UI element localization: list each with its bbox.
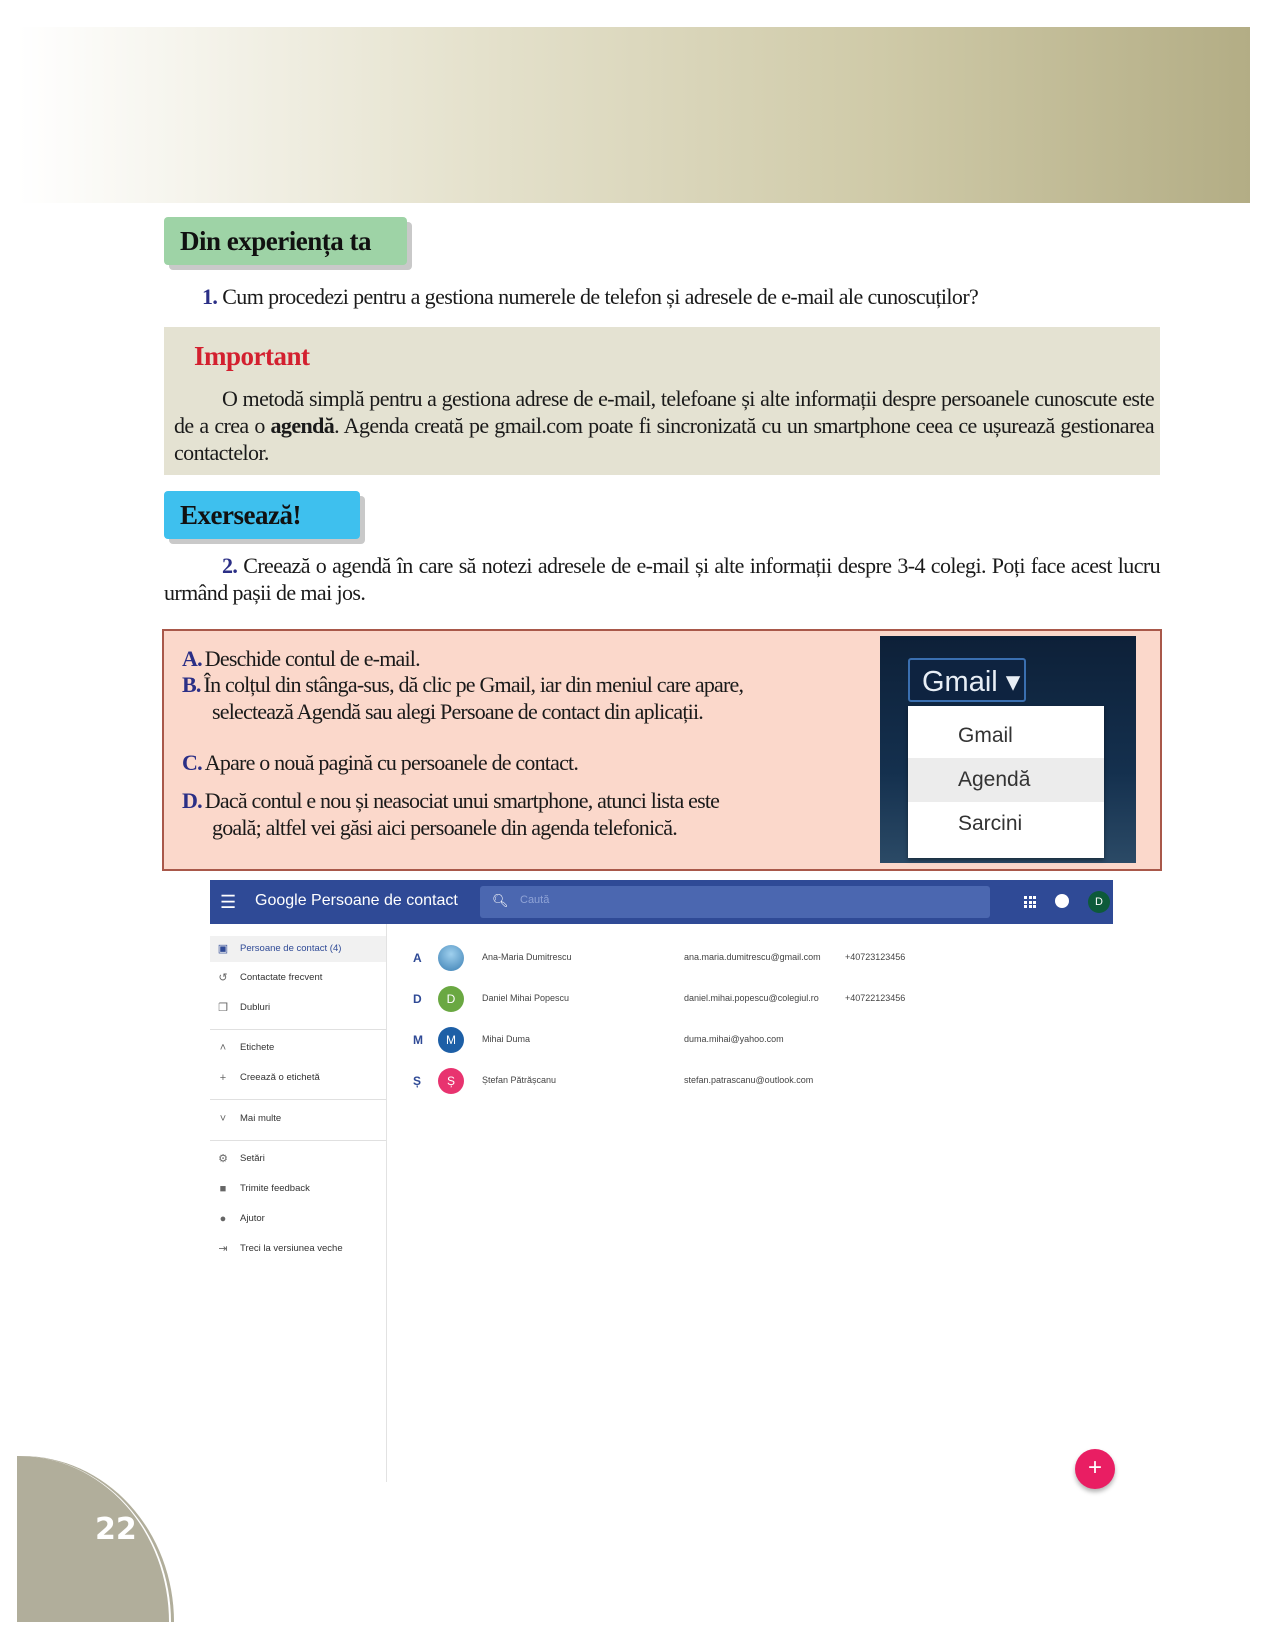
bold-term: agendă [270,413,335,438]
contact-name: Daniel Mihai Popescu [482,993,570,1003]
sidebar-item-etichete[interactable] [210,1035,386,1061]
sidebar-divider [386,924,387,1482]
step-letter: A. [182,646,202,671]
contact-row[interactable] [410,943,1110,973]
menu-item-agenda[interactable]: Agendă [908,758,1104,802]
user-avatar[interactable]: D [1088,891,1110,913]
text: O metodă simplă pentru a gestiona adrese de e-mail, telefoane și alte informații despre persoanele cunoscute este de a crea o [174,386,1154,438]
contact-photo-avatar [438,945,464,971]
steps-box [162,629,1162,871]
help-icon: ● [219,1213,227,1225]
label: Treci la versiunea veche [240,1243,343,1254]
label: Ajutor [240,1213,265,1224]
exit-icon: ⇥ [218,1243,228,1255]
question-text: Cum procedezi pentru a gestiona numerele de telefon și adresele de e-mail ale cunoscuților? [222,284,979,309]
step-text: Apare o nouă pagină cu persoanele de contact. [204,750,579,775]
plus-icon: + [219,1072,227,1084]
section-tab-exerseaza: Exersează! [164,491,360,539]
step-text: Dacă contul e nou și neasociat unui smartphone, atunci lista este [204,788,720,813]
divider [210,1099,386,1100]
contact-name: Ștefan Pătrășcanu [482,1075,557,1085]
index-letter: A [413,951,422,965]
contact-phone: +40722123456 [845,993,906,1003]
sidebar-item-contactate-frecvent[interactable] [210,965,386,991]
step-letter: D. [182,788,202,813]
step-letter: B. [182,672,201,697]
search-bar[interactable] [480,886,990,918]
step-letter: C. [182,750,202,775]
index-letter: D [413,992,422,1006]
search-input[interactable]: Caută [520,894,550,906]
label: Trimite feedback [240,1183,310,1194]
index-letter: M [413,1033,423,1047]
hamburger-menu-icon[interactable]: ☰ [220,892,237,912]
step-text: În colțul din stânga-sus, dă clic pe Gmail, iar din meniul care apare, [203,672,744,697]
question-text: Creează o agendă în care să notezi adresele de e-mail și alte informații despre 3-4 colegi. Poți face acest lucru urmând pașii de mai jos. [164,553,1160,605]
sidebar-item-ajutor[interactable] [210,1206,386,1232]
app-title: Google Persoane de contact [255,892,458,909]
menu-item-sarcini[interactable]: Sarcini [958,812,1023,835]
label: Setări [240,1153,265,1164]
contact-row[interactable] [410,1025,1110,1055]
add-contact-button[interactable]: + [1075,1449,1115,1489]
step-text: Deschide contul de e-mail. [204,646,420,671]
important-box [164,327,1160,475]
page-number: 22 [95,1512,137,1547]
header-band [17,27,1250,203]
label: Dubluri [240,1002,271,1013]
gear-icon: ⚙ [218,1153,228,1165]
question-number: 2. [222,553,238,578]
gmail-app-menu [908,706,1104,858]
index-letter: Ș [413,1074,422,1088]
contact-email: daniel.mihai.popescu@colegiul.ro [684,993,819,1003]
contact-row[interactable] [410,984,1110,1014]
divider [210,1140,386,1141]
label: Mai multe [240,1113,282,1124]
apps-grid-icon[interactable] [1024,896,1036,908]
notifications-icon[interactable] [1055,894,1069,908]
sidebar-item-persoane-de-contact[interactable] [210,936,386,962]
step-text: goală; altfel vei găsi aici persoanele din agenda telefonică. [212,815,677,840]
label: Persoane de contact (4) [240,943,342,954]
sidebar-item-creeaza-eticheta[interactable] [210,1065,386,1091]
page-corner-decoration [17,1456,171,1622]
sidebar-item-dubluri[interactable] [210,995,386,1021]
gmail-dropdown-button[interactable]: Gmail ▾ [908,658,1026,702]
label: Contactate frecvent [240,972,323,983]
copy-icon: ❐ [218,1002,228,1014]
question-2 [164,552,1160,606]
sidebar-item-trimite-feedback[interactable] [210,1176,386,1202]
contact-avatar: Ș [438,1068,464,1094]
contacts-icon: ▣ [217,943,229,955]
step-a [182,617,862,671]
contact-phone: +40723123456 [845,952,906,962]
divider [210,1029,386,1030]
contacts-app-header [210,880,1113,924]
step-b [182,671,862,725]
contact-avatar: D [438,986,464,1012]
sidebar-item-versiune-veche[interactable] [210,1236,386,1262]
question-number: 1. [202,284,218,309]
contact-row[interactable] [410,1066,1110,1096]
step-text: selectează Agendă sau alegi Persoane de contact din aplicații. [212,699,703,724]
menu-item-gmail[interactable]: Gmail [958,724,1013,747]
label: Etichete [240,1042,275,1053]
sidebar-item-setari[interactable] [210,1146,386,1172]
step-c [182,749,862,776]
contact-email: duma.mihai@yahoo.com [684,1034,784,1044]
contact-email: stefan.patrascanu@outlook.com [684,1075,814,1085]
chevron-down-icon: ˅ [219,1113,227,1125]
contact-email: ana.maria.dumitrescu@gmail.com [684,952,821,962]
search-icon: 🔍︎ [492,893,509,908]
section-tab-din-experienta: Din experiența ta [164,217,407,265]
feedback-icon: ■ [219,1183,227,1195]
text: . Agenda creată pe gmail.com poate fi sincronizată cu un smartphone ceea ce ușurează gestionarea contactelor. [174,413,1154,465]
contact-name: Mihai Duma [482,1034,531,1044]
chevron-up-icon: ˄ [219,1042,227,1054]
important-title: Important [194,341,310,371]
label: Creează o etichetă [240,1072,320,1083]
sidebar-item-mai-multe[interactable] [210,1106,386,1132]
contact-name: Ana-Maria Dumitrescu [482,952,572,962]
important-text [174,385,1154,466]
gmail-menu-screenshot [880,636,1136,863]
contact-avatar: M [438,1027,464,1053]
history-icon: ↺ [218,972,228,984]
step-d [182,787,862,841]
question-1 [202,283,978,310]
